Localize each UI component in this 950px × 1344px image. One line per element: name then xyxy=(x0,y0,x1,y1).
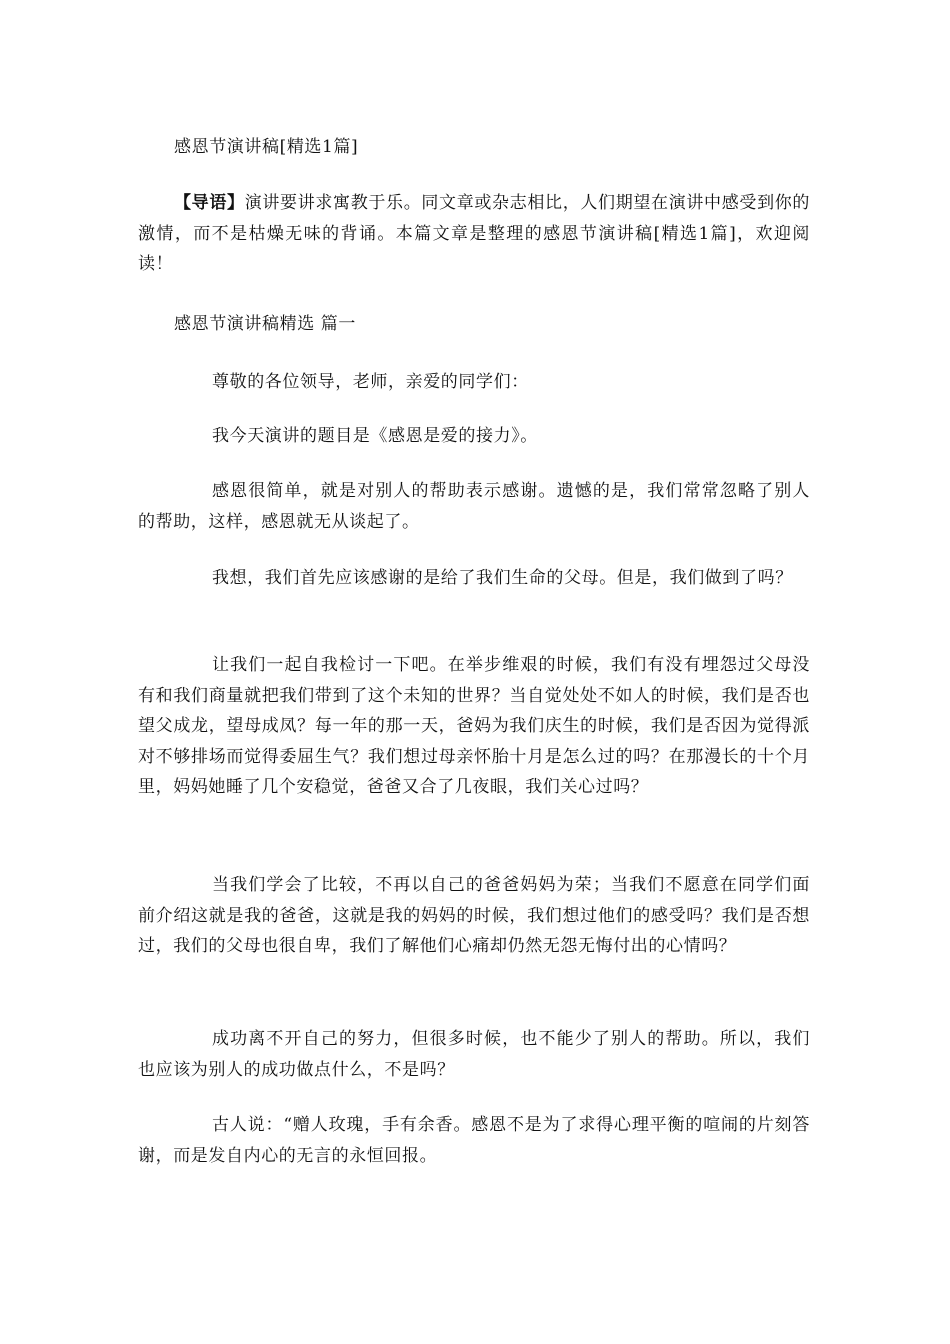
paragraph: 我今天演讲的题目是《感恩是爱的接力》。 xyxy=(212,426,538,446)
paragraph: 当我们学会了比较，不再以自己的爸爸妈妈为荣；当我们不愿意在同学们面前介绍这就是我的爸爸，这就是我的妈妈的时候，我们想过他们的感受吗？我们是否想过，我们的父母也很自卑，我们了解他们心痛却仍然无怨无悔付出的心情吗？ xyxy=(138,875,810,956)
intro-text: 演讲要讲求寓教于乐。同文章或杂志相比，人们期望在演讲中感受到你的激情，而不是枯燥无味的背诵。本篇文章是整理的感恩节演讲稿[精选1篇]，欢迎阅读！ xyxy=(138,193,811,274)
intro-paragraph xyxy=(138,188,810,280)
paragraph: 成功离不开自己的努力，但很多时候，也不能少了别人的帮助。所以，我们也应该为别人的成功做点什么，不是吗？ xyxy=(138,1029,810,1080)
paragraph: 尊敬的各位领导，老师，亲爱的同学们： xyxy=(212,372,529,392)
intro-label: 【导语】 xyxy=(174,193,245,213)
document-title: 感恩节演讲稿[精选1篇] xyxy=(174,137,359,157)
paragraph: 感恩很简单，就是对别人的帮助表示感谢。遗憾的是，我们常常忽略了别人的帮助，这样，感恩就无从谈起了。 xyxy=(138,481,810,532)
paragraph: 我想，我们首先应该感谢的是给了我们生命的父母。但是，我们做到了吗？ xyxy=(212,568,793,588)
paragraph: 让我们一起自我检讨一下吧。在举步维艰的时候，我们有没有埋怨过父母没有和我们商量就把我们带到了这个未知的世界？当自觉处处不如人的时候，我们是否也望父成龙，望母成凤？每一年的那一天，爸妈为我们庆生的时候，我们是否因为觉得派对不够排场而觉得委屈生气？我们想过母亲怀胎十月是怎么过的吗？在那漫长的十个月里，妈妈她睡了几个安稳觉，爸爸又合了几夜眼，我们关心过吗？ xyxy=(138,655,810,797)
paragraph: 古人说：“赠人玫瑰，手有余香。感恩不是为了求得心理平衡的喧闹的片刻答谢，而是发自内心的无言的永恒回报。 xyxy=(138,1115,810,1166)
section-heading: 感恩节演讲稿精选 篇一 xyxy=(174,314,357,334)
